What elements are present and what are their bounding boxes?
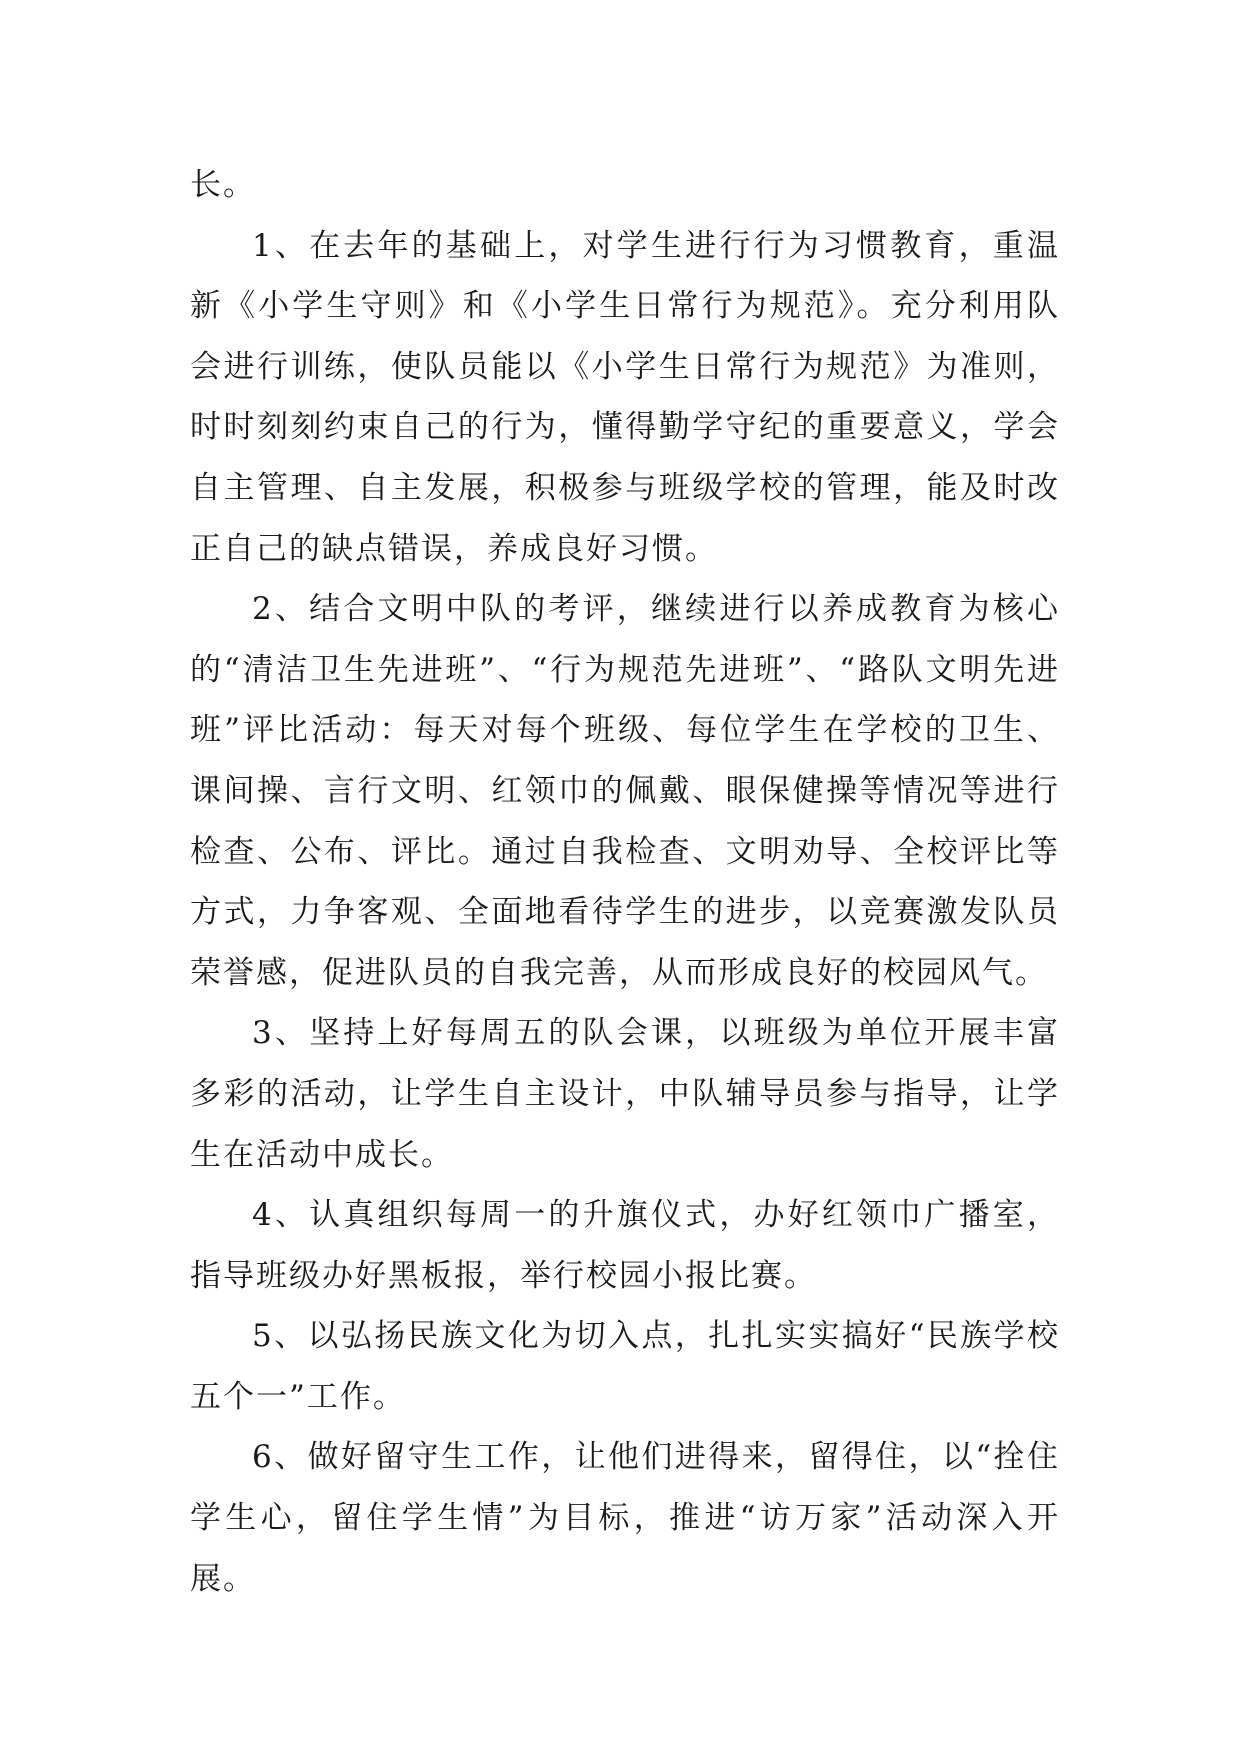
paragraph-item-3: 3、坚持上好每周五的队会课，以班级为单位开展丰富多彩的活动，让学生自主设计，中队辅导员参与指导，让学生在活动中成长。 — [190, 1015, 1060, 1173]
paragraph-continuation: 长。 — [190, 167, 256, 203]
paragraph-item-2: 2、结合文明中队的考评，继续进行以养成教育为核心的“清洁卫生先进班”、“行为规范先进班”、“路队文明先进班”评比活动：每天对每个班级、每位学生在学校的卫生、课间操、言行文明、红领巾的佩戴、眼保健操等情况等进行检查、公布、评比。通过自我检查、文明劝导、全校评比等方式，力争客观、全面地看待学生的进步，以竞赛激发队员荣誉感，促进队员的自我完善，从而形成良好的校园风气。 — [190, 591, 1060, 991]
paragraph-item-6: 6、做好留守生工作，让他们进得来，留得住，以“拴住学生心，留住学生情”为目标，推进“访万家”活动深入开展。 — [190, 1439, 1060, 1597]
paragraph-item-4: 4、认真组织每周一的升旗仪式，办好红领巾广播室，指导班级办好黑板报，举行校园小报比赛。 — [190, 1197, 1060, 1294]
paragraph-item-5: 5、以弘扬民族文化为切入点，扎扎实实搞好“民族学校五个一”工作。 — [190, 1318, 1060, 1415]
paragraph-item-1: 1、在去年的基础上，对学生进行行为习惯教育，重温新《小学生守则》和《小学生日常行为规范》。充分利用队会进行训练，使队员能以《小学生日常行为规范》为准则，时时刻刻约束自己的行为，懂得勤学守纪的重要意义，学会自主管理、自主发展，积极参与班级学校的管理，能及时改正自己的缺点错误，养成良好习惯。 — [190, 227, 1060, 567]
document-body — [190, 155, 1060, 1609]
